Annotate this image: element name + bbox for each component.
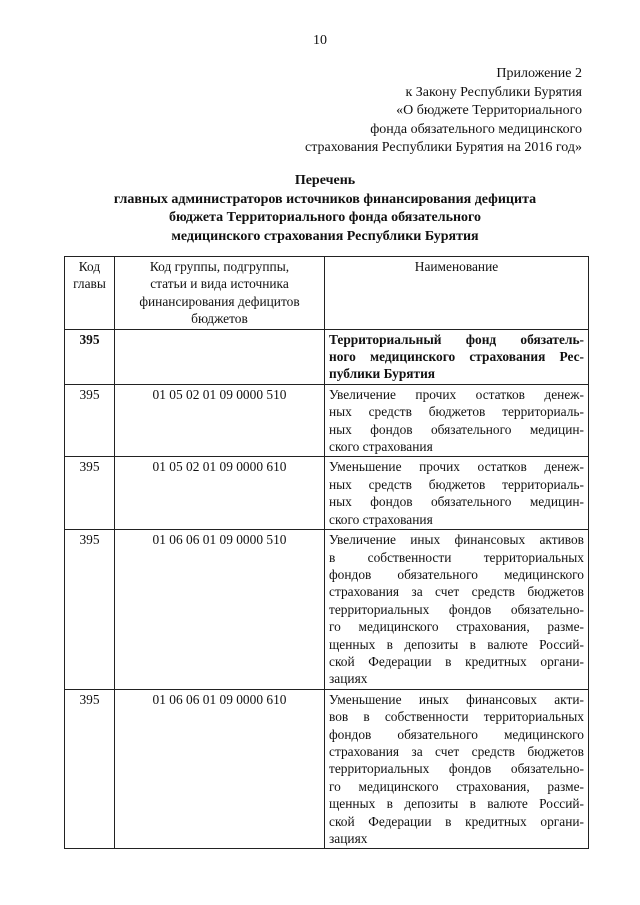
header-chapter-code: Код главы (65, 257, 115, 330)
table-row (65, 530, 589, 690)
name-cell: Уменьшение иных финансовых акти- вов в собственности территориальных фондов обязательного медицинского страхования за счет средств бюджетов территориальных фондов обязательно- го медицинского страхования, разме- щенных в депозиты в валюте Россий- ской Федерации в кредитных органи- зациях (325, 689, 589, 849)
name-cell: Увеличение иных финансовых активов в собственности территориальных фондов обязательного медицинского страхования за счет средств бюджетов территориальных фондов обязательно- го медицинского страхования, разме- щенных в депозиты в валюте Россий- ской Федерации в кредитных органи- зациях (325, 530, 589, 690)
name-cell: Территориальный фонд обязатель- ного медицинского страхования Рес- публики Бурятия (325, 329, 589, 384)
appendix-line: «О бюджете Территориального (396, 103, 582, 118)
appendix-line: Приложение 2 (496, 66, 582, 81)
chapter-code-cell: 395 (65, 457, 115, 530)
chapter-code-cell: 395 (65, 384, 115, 457)
table-row (65, 457, 589, 530)
name-cell: Увеличение прочих остатков денеж- ных средств бюджетов территориаль- ных фондов обязательного медицин- ского страхования (325, 384, 589, 457)
chapter-code-cell: 395 (65, 530, 115, 690)
appendix-line: фонда обязательного медицинского (370, 121, 582, 137)
title-line: медицинского страхования Республики Бурятия (171, 228, 479, 244)
header-name: Наименование (325, 257, 589, 330)
source-code-cell: 01 06 06 01 09 0000 510 (115, 530, 325, 690)
source-code-cell: 01 06 06 01 09 0000 610 (115, 689, 325, 849)
chapter-code-cell: 395 (65, 689, 115, 849)
title-line: главных администраторов источников финансирования дефицита (113, 191, 537, 207)
document-title (60, 172, 590, 246)
appendix-header (305, 65, 582, 158)
title-line: Перечень (294, 173, 356, 188)
chapter-code-cell: 395 (65, 329, 115, 384)
header-source-code: Код группы, подгруппы, статьи и вида источника финансирования дефицитов бюджетов (115, 257, 325, 330)
source-code-cell: 01 05 02 01 09 0000 610 (115, 457, 325, 530)
table-row (65, 689, 589, 849)
table-row (65, 384, 589, 457)
page-number: 10 (313, 33, 327, 48)
appendix-line: к Закону Республики Бурятия (405, 84, 582, 100)
administrators-table (64, 256, 589, 849)
source-code-cell: 01 05 02 01 09 0000 510 (115, 384, 325, 457)
table-row (65, 329, 589, 384)
name-cell: Уменьшение прочих остатков денеж- ных средств бюджетов территориаль- ных фондов обязательного медицин- ского страхования (325, 457, 589, 530)
title-line: бюджета Территориального фонда обязательного (168, 210, 482, 225)
appendix-line: страхования Республики Бурятия на 2016 год» (305, 140, 582, 155)
source-code-cell (115, 329, 325, 384)
table-header-row (65, 257, 589, 330)
